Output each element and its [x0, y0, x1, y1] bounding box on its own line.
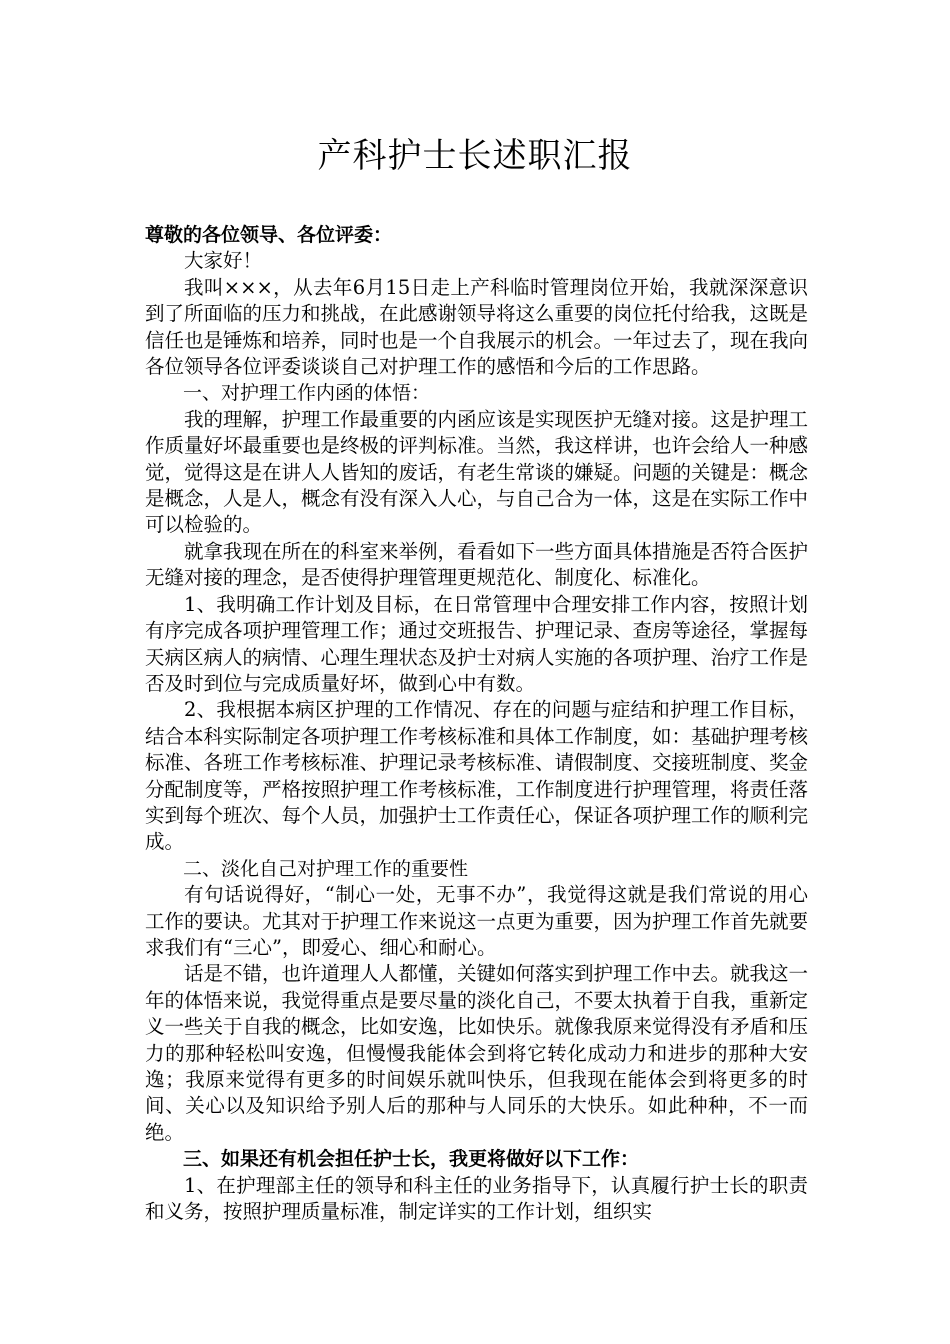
paragraph: 就拿我现在所在的科室来举例，看看如下一些方面具体措施是否符合医护无缝对接的理念，是否使得护理管理更规范化、制度化、标准化。 [145, 539, 809, 590]
section-heading-1: 一、对护理工作内函的体悟： [183, 382, 431, 405]
document-title: 产科护士长述职汇报 [317, 136, 633, 176]
document-body [145, 222, 808, 1225]
salutation: 尊敬的各位领导、各位评委： [145, 224, 393, 246]
greeting: 大家好！ [184, 249, 263, 273]
paragraph: 有句话说得好，“制心一处，无事不办”，我觉得这就是我们常说的用心工作的要诀。尤其对于护理工作来说这一点更为重要，因为护理工作首先就要求我们有“三心”，即爱心、细心和耐心。 [145, 883, 809, 959]
paragraph: 1、我明确工作计划及目标，在日常管理中合理安排工作内容，按照计划有序完成各项护理管理工作；通过交班报告、护理记录、查房等途径，掌握每天病区病人的病情、心理生理状态及护士对病人实施的各项护理、治疗工作是否及时到位与完成质量好坏，做到心中有数。 [145, 592, 809, 695]
section-heading-2: 二、淡化自己对护理工作的重要性 [183, 857, 469, 880]
paragraph-intro: 我叫×××，从去年6月15日走上产科临时管理岗位开始，我就深深意识到了所面临的压力和挑战，在此感谢领导将这么重要的岗位托付给我，这既是信任也是锤炼和培养，同时也是一个自我展示的机会。一年过去了，现在我向各位领导各位评委谈谈自己对护理工作的感悟和今后的工作思路。 [145, 275, 809, 379]
paragraph: 我的理解，护理工作最重要的内函应该是实现医护无缝对接。这是护理工作质量好坏最重要也是终极的评判标准。当然，我这样讲，也许会给人一种感觉，觉得这是在讲人人皆知的废话，有老生常谈的嫌疑。问题的关键是：概念是概念，人是人，概念有没有深入人心，与自己合为一体，这是在实际工作中可以检验的。 [145, 407, 809, 537]
paragraph: 2、我根据本病区护理的工作情况、存在的问题与症结和护理工作目标，结合本科实际制定各项护理工作考核标准和具体工作制度，如：基础护理考核标准、各班工作考核标准、护理记录考核标准、请假制度、交接班制度、奖金分配制度等，严格按照护理工作考核标准，工作制度进行护理管理，将责任落实到每个班次、每个人员，加强护士工作责任心，保证各项护理工作的顺利完成。 [145, 698, 809, 854]
paragraph: 话是不错，也许道理人人都懂，关键如何落实到护理工作中去。就我这一年的体悟来说，我觉得重点是要尽量的淡化自己，不要太执着于自我，重新定义一些关于自我的概念，比如安逸，比如快乐。就像我原来觉得没有矛盾和压力的那种轻松叫安逸，但慢慢我能体会到将它转化成动力和进步的那种大安逸；我原来觉得有更多的时间娱乐就叫快乐，但我现在能体会到将更多的时间、关心以及知识给予别人后的那种与人同乐的大快乐。如此种种，不一而绝。 [145, 962, 809, 1144]
section-heading-3: 三、如果还有机会担任护士长，我更将做好以下工作： [183, 1148, 640, 1171]
paragraph: 1、在护理部主任的领导和科主任的业务指导下，认真履行护士长的职责和义务，按照护理质量标准，制定详实的工作计划，组织实 [145, 1173, 808, 1224]
